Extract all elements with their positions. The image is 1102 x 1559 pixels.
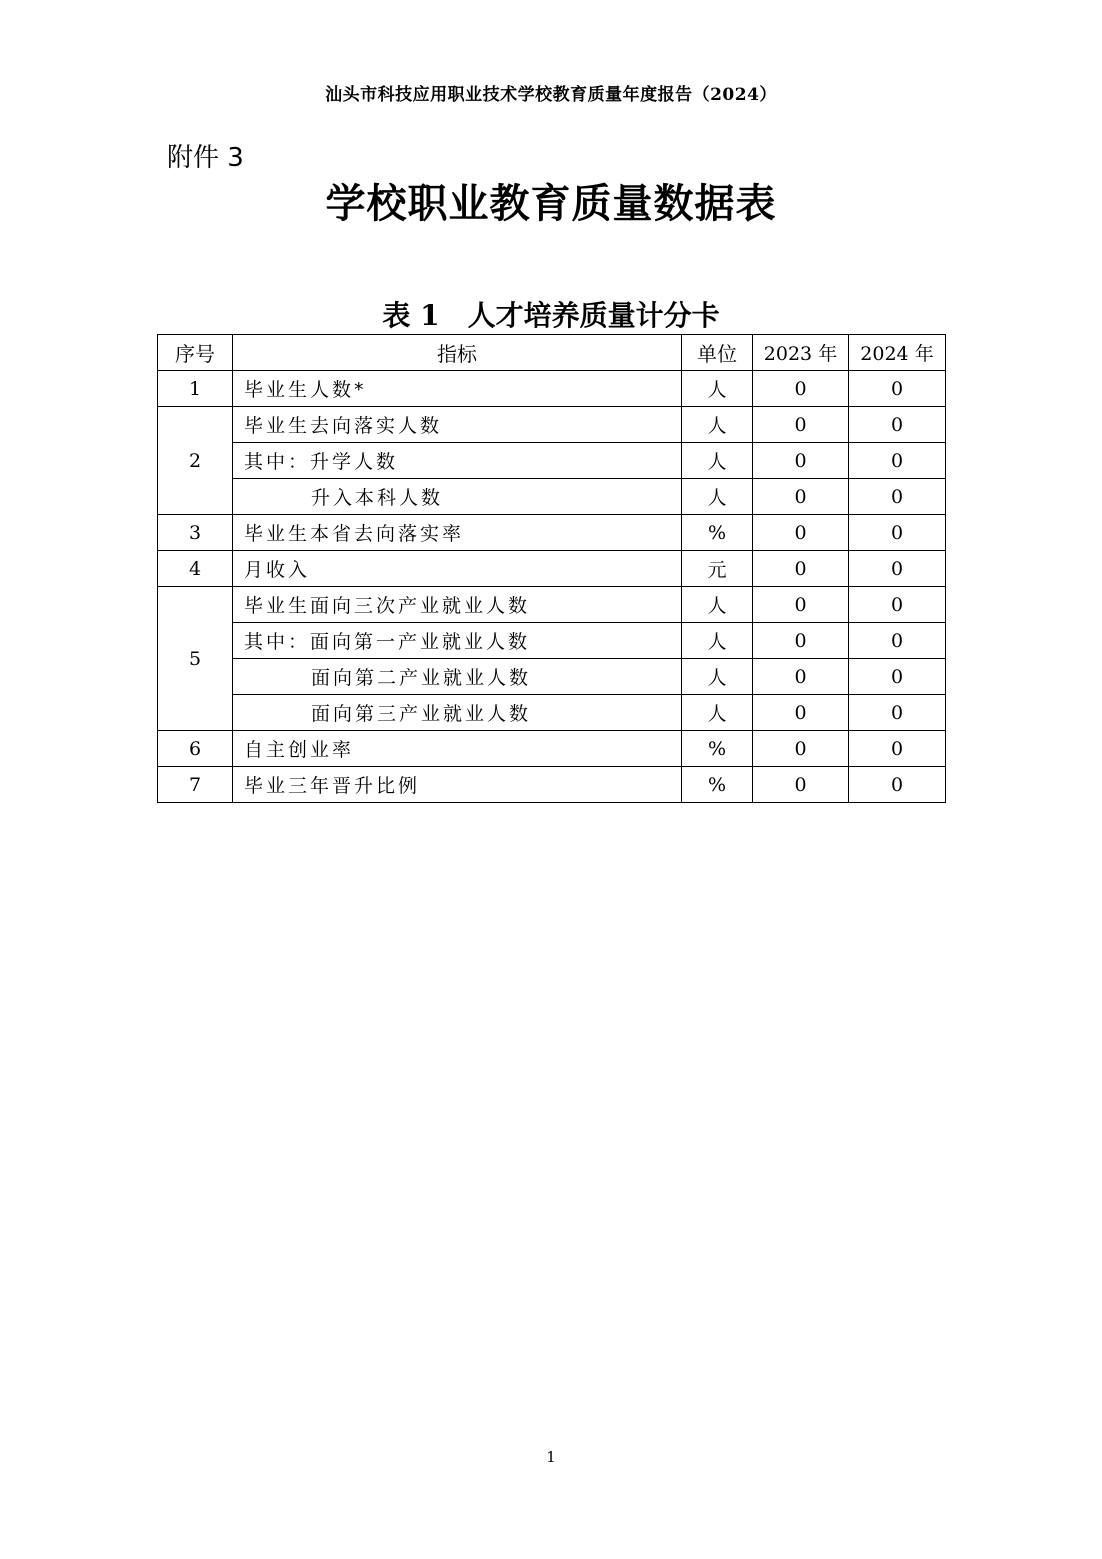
row-value-2024: 0 <box>849 551 946 587</box>
row-unit: 人 <box>682 443 753 479</box>
row-value-2024: 0 <box>849 407 946 443</box>
row-value-2024: 0 <box>849 659 946 695</box>
row-unit: % <box>682 515 753 551</box>
table-row <box>158 479 946 515</box>
row-value-2024: 0 <box>849 479 946 515</box>
col-header-2023: 2023 年 <box>753 335 849 371</box>
table-row <box>158 659 946 695</box>
row-seq: 7 <box>158 767 233 803</box>
row-value-2023: 0 <box>753 767 849 803</box>
row-indicator: 面向第二产业就业人数 <box>233 659 682 695</box>
row-value-2023: 0 <box>753 623 849 659</box>
row-value-2023: 0 <box>753 479 849 515</box>
row-value-2024: 0 <box>849 623 946 659</box>
row-indicator: 毕业生人数* <box>233 371 682 407</box>
col-header-2024: 2024 年 <box>849 335 946 371</box>
row-unit: 人 <box>682 479 753 515</box>
row-value-2023: 0 <box>753 515 849 551</box>
running-header: 汕头市科技应用职业技术学校教育质量年度报告（2024） <box>325 85 777 105</box>
table-row <box>158 443 946 479</box>
table-row <box>158 731 946 767</box>
row-unit: 人 <box>682 407 753 443</box>
row-value-2024: 0 <box>849 695 946 731</box>
row-indicator: 毕业生去向落实人数 <box>233 407 682 443</box>
row-value-2023: 0 <box>753 551 849 587</box>
col-header-seq: 序号 <box>158 335 233 371</box>
table-row <box>158 515 946 551</box>
row-value-2023: 0 <box>753 587 849 623</box>
table-row <box>158 695 946 731</box>
row-value-2024: 0 <box>849 767 946 803</box>
table-row <box>158 407 946 443</box>
row-seq: 5 <box>158 587 233 731</box>
row-indicator: 其中：升学人数 <box>233 443 682 479</box>
table-row <box>158 623 946 659</box>
row-seq: 2 <box>158 407 233 515</box>
quality-scorecard-table <box>157 334 946 803</box>
table-row <box>158 767 946 803</box>
row-indicator: 毕业生面向三次产业就业人数 <box>233 587 682 623</box>
row-value-2023: 0 <box>753 407 849 443</box>
row-value-2023: 0 <box>753 443 849 479</box>
row-unit: % <box>682 731 753 767</box>
table-caption: 表 1 人才培养质量计分卡 <box>382 299 720 332</box>
row-seq: 4 <box>158 551 233 587</box>
row-unit: 人 <box>682 587 753 623</box>
row-seq: 1 <box>158 371 233 407</box>
row-indicator: 毕业三年晋升比例 <box>233 767 682 803</box>
row-indicator: 升入本科人数 <box>233 479 682 515</box>
table-row <box>158 551 946 587</box>
row-unit: 人 <box>682 659 753 695</box>
table-row <box>158 587 946 623</box>
row-value-2024: 0 <box>849 443 946 479</box>
row-unit: 人 <box>682 695 753 731</box>
row-value-2024: 0 <box>849 731 946 767</box>
page-number: 1 <box>546 1448 556 1466</box>
row-unit: 人 <box>682 623 753 659</box>
row-indicator: 自主创业率 <box>233 731 682 767</box>
row-indicator: 毕业生本省去向落实率 <box>233 515 682 551</box>
row-unit: 人 <box>682 371 753 407</box>
document-title: 学校职业教育质量数据表 <box>325 180 777 227</box>
table-header-row <box>158 335 946 371</box>
row-value-2024: 0 <box>849 515 946 551</box>
col-header-unit: 单位 <box>682 335 753 371</box>
row-indicator: 其中：面向第一产业就业人数 <box>233 623 682 659</box>
col-header-indicator: 指标 <box>233 335 682 371</box>
row-seq: 3 <box>158 515 233 551</box>
row-indicator: 面向第三产业就业人数 <box>233 695 682 731</box>
row-value-2024: 0 <box>849 587 946 623</box>
row-value-2024: 0 <box>849 371 946 407</box>
row-unit: 元 <box>682 551 753 587</box>
row-value-2023: 0 <box>753 659 849 695</box>
row-value-2023: 0 <box>753 371 849 407</box>
row-unit: % <box>682 767 753 803</box>
row-value-2023: 0 <box>753 695 849 731</box>
attachment-label: 附件 3 <box>167 143 244 173</box>
row-seq: 6 <box>158 731 233 767</box>
row-indicator: 月收入 <box>233 551 682 587</box>
table-row <box>158 371 946 407</box>
row-value-2023: 0 <box>753 731 849 767</box>
